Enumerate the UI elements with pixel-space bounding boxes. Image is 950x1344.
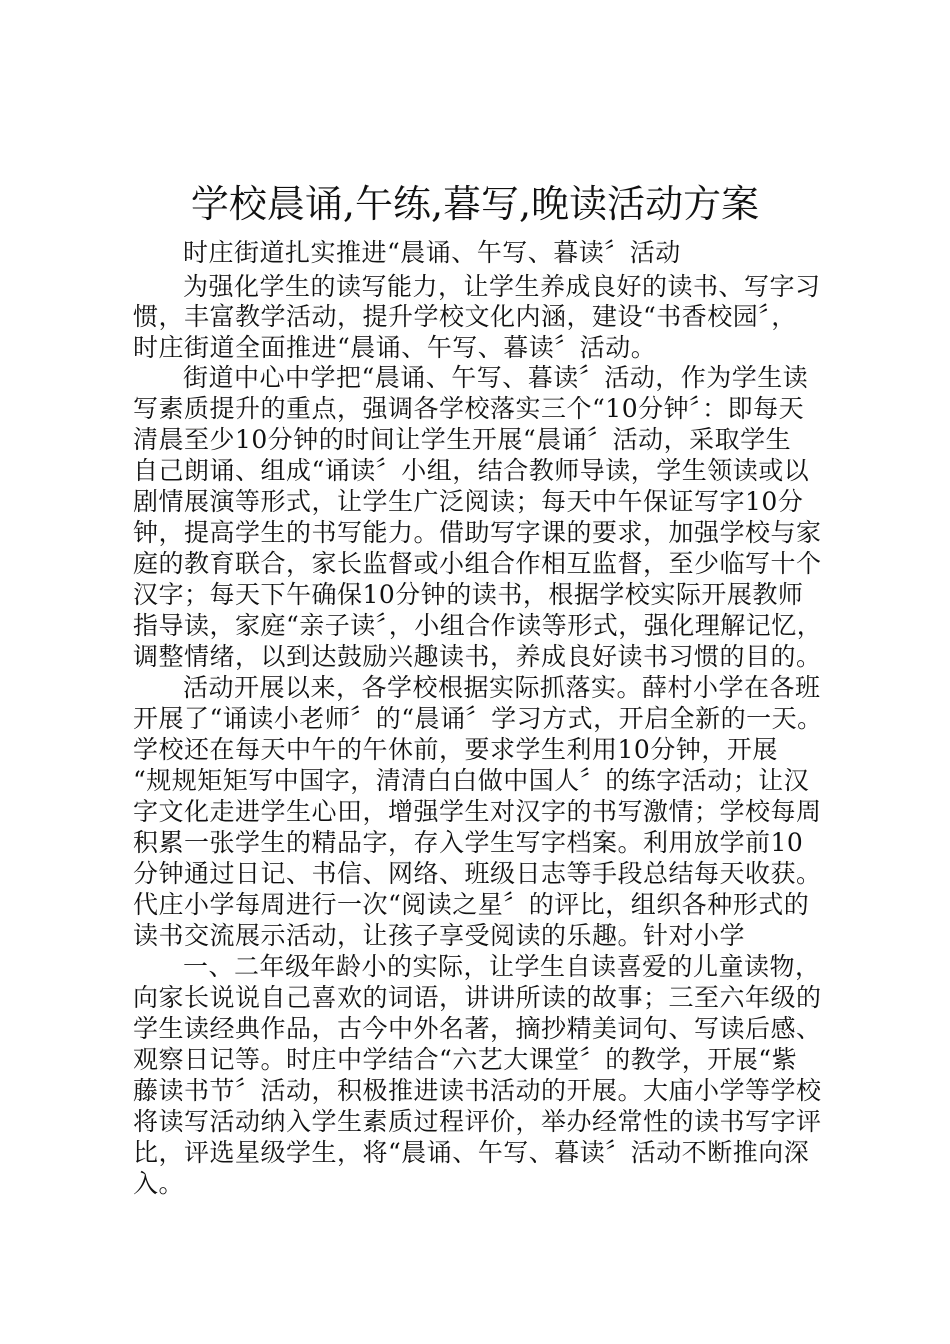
text-line: 自己朗诵、组成“诵读〞小组，结合教师导读，学生领读或以 [133, 456, 810, 485]
text-line: 钟，提高学生的书写能力。借助写字课的要求，加强学校与家 [133, 518, 822, 547]
text-line: 活动开展以来，各学校根据实际抓落实。薛村小学在各班 [183, 673, 821, 702]
text-line: 藤读书节〞活动，积极推进读书活动的开展。大庙小学等学校 [133, 1076, 822, 1105]
text-line: 将读写活动纳入学生素质过程评价，举办经常性的读书写字评 [133, 1107, 822, 1136]
text-line: 指导读，家庭“亲子读〞，小组合作读等形式，强化理解记忆， [133, 611, 823, 640]
text-line: 入。 [133, 1169, 185, 1198]
text-line: 写素质提升的重点，强调各学校落实三个“10分钟〞：即每天 [133, 394, 805, 423]
text-line: 开展了“诵读小老师〞的“晨诵〞学习方式，开启全新的一天。 [133, 704, 823, 733]
text-line: 惯，丰富教学活动，提升学校文化内涵，建设“书香校园〞， [133, 302, 797, 331]
text-line: 一、二年级年龄小的实际，让学生自读喜爱的儿童读物， [183, 952, 821, 981]
text-line: 观察日记等。时庄中学结合“六艺大课堂〞的教学，开展“紫 [133, 1045, 798, 1074]
text-line: 调整情绪，以到达鼓励兴趣读书，养成良好读书习惯的目的。 [133, 642, 822, 671]
text-line: “规规矩矩写中国字，清清白白做中国人〞的练字活动；让汉 [133, 766, 810, 795]
text-line: 积累一张学生的精品字，存入学生写字档案。利用放学前10 [133, 828, 804, 857]
text-line: 剧情展演等形式，让学生广泛阅读；每天中午保证写字10分 [133, 487, 804, 516]
text-line: 时庄街道扎实推进“晨诵、午写、暮读〞活动 [183, 238, 681, 267]
text-line: 代庄小学每周进行一次“阅读之星〞的评比，组织各种形式的 [133, 890, 810, 919]
text-line: 向家长说说自己喜欢的词语，讲讲所读的故事；三至六年级的 [133, 983, 822, 1012]
text-line: 时庄街道全面推进“晨诵、午写、暮读〞活动。 [133, 333, 657, 362]
text-line: 庭的教育联合，家长监督或小组合作相互监督，至少临写十个 [133, 549, 822, 578]
text-line: 为强化学生的读写能力，让学生养成良好的读书、写字习 [183, 272, 821, 301]
text-line: 字文化走进学生心田，增强学生对汉字的书写激情；学校每周 [133, 797, 822, 826]
text-line: 比，评选星级学生，将“晨诵、午写、暮读〞活动不断推向深 [133, 1138, 810, 1167]
text-line: 分钟通过日记、书信、网络、班级日志等手段总结每天收获。 [133, 859, 822, 888]
text-line: 读书交流展示活动，让孩子享受阅读的乐趣。针对小学 [133, 921, 746, 950]
text-line: 学生读经典作品，古今中外名著，摘抄精美词句、写读后感、 [133, 1014, 822, 1043]
document-title: 学校晨诵,午练,暮写,晚读活动方案 [190, 182, 760, 226]
text-line: 街道中心中学把“晨诵、午写、暮读〞活动，作为学生读 [183, 363, 809, 392]
text-line: 汉字；每天下午确保10分钟的读书，根据学校实际开展教师 [133, 580, 804, 609]
text-line: 清晨至少10分钟的时间让学生开展“晨诵〞活动，采取学生 [133, 425, 792, 454]
text-line: 学校还在每天中午的午休前，要求学生利用10分钟，开展 [133, 735, 778, 764]
